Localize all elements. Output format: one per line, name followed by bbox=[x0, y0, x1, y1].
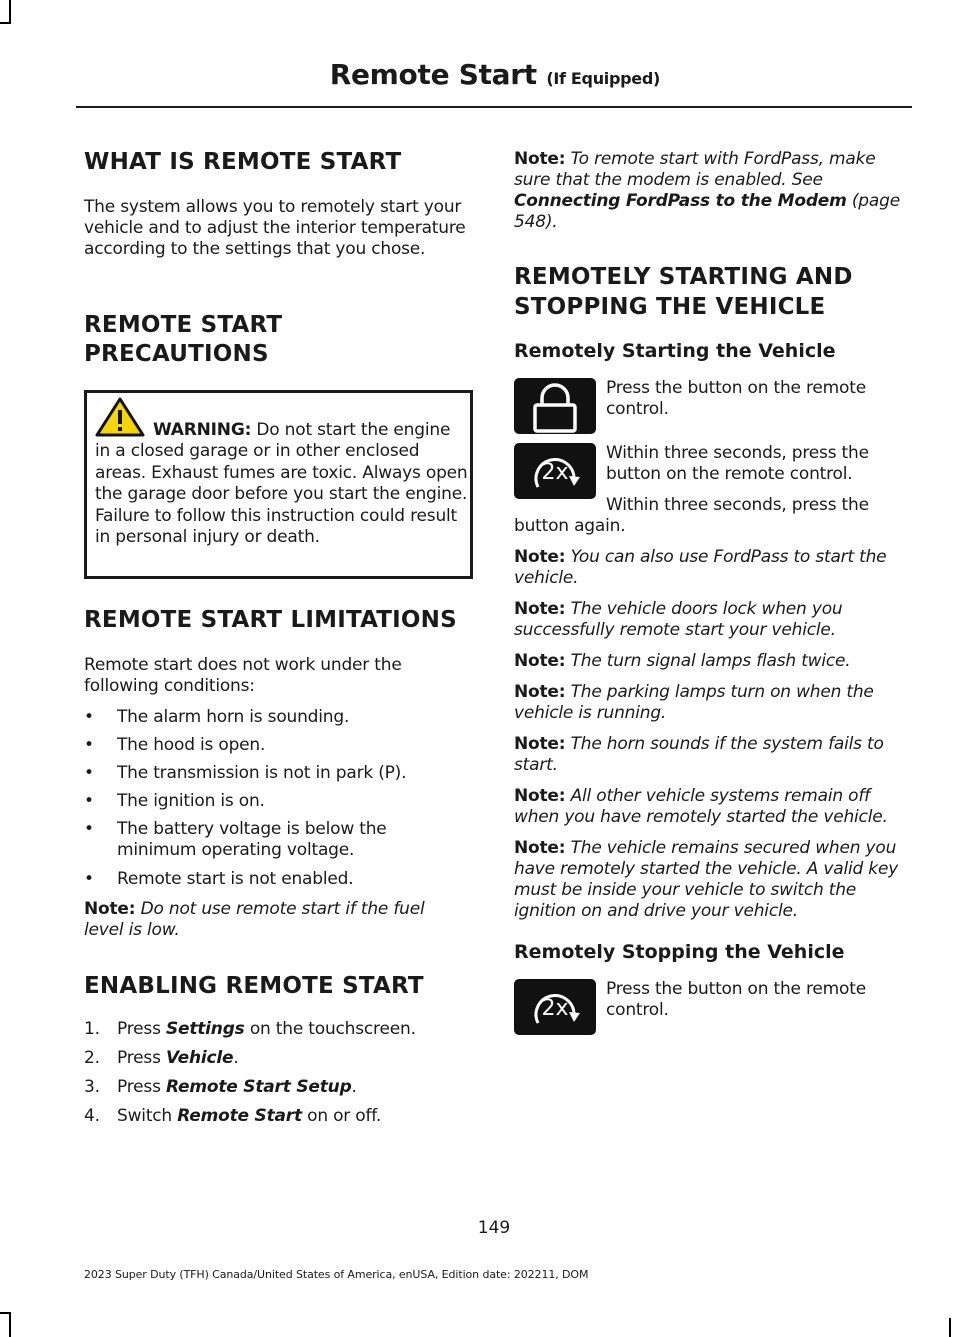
bullet-text: The hood is open. bbox=[117, 735, 266, 755]
note-text: The horn sounds if the system fails to start. bbox=[514, 734, 884, 775]
note-text: All other vehicle systems remain off when you have remotely started the vehicle. bbox=[514, 786, 888, 827]
page-header bbox=[330, 58, 660, 91]
crop-mark bbox=[0, 22, 11, 24]
warning-box bbox=[84, 390, 473, 579]
step-text: on or off. bbox=[301, 1106, 382, 1126]
step-number: 3. bbox=[84, 1077, 100, 1097]
step-emphasis: Remote Start Setup bbox=[165, 1077, 352, 1097]
remote-start-2x-icon bbox=[514, 443, 596, 499]
warning-text bbox=[95, 420, 469, 548]
note-text: The turn signal lamps flash twice. bbox=[565, 651, 851, 671]
bullet-mark: • bbox=[84, 707, 94, 727]
footer-edition: 2023 Super Duty (TFH) Canada/United States of America, enUSA, Edition date: 202211, DOM bbox=[84, 1268, 589, 1281]
note-item bbox=[514, 838, 908, 922]
step-item bbox=[84, 1077, 474, 1098]
note-label: Note: bbox=[514, 734, 566, 754]
step-text: on the touchscreen. bbox=[244, 1019, 416, 1039]
paragraph-stop-press-button: Press the button on the remote control. bbox=[606, 979, 866, 1020]
note-text: The vehicle remains secured when you have remotely started the vehicle. A valid key must be inside your vehicle to switch the ignition on and drive your vehicle. bbox=[514, 838, 899, 921]
step-emphasis: Settings bbox=[165, 1019, 245, 1039]
heading-remotely-starting-1: REMOTELY STARTING AND bbox=[514, 264, 853, 290]
step-text: Switch bbox=[117, 1106, 178, 1126]
warning-label: WARNING: bbox=[153, 420, 252, 440]
note-label: Note: bbox=[84, 899, 136, 919]
step-text: Press bbox=[117, 1019, 166, 1039]
paragraph-limitations: Remote start does not work under the following conditions: bbox=[84, 655, 402, 696]
bullet-mark: • bbox=[84, 869, 94, 889]
list-item bbox=[84, 869, 474, 890]
paragraph-press-button: Press the button on the remote control. bbox=[606, 378, 866, 419]
step-number: 2. bbox=[84, 1048, 100, 1068]
heading-precautions-1: REMOTE START bbox=[84, 312, 283, 338]
crop-mark bbox=[949, 1318, 951, 1337]
icon-2x-label: 2x bbox=[541, 996, 569, 1021]
paragraph-within-again: Within three seconds, press the button again. bbox=[514, 495, 869, 536]
warning-body: Do not start the engine in a closed garage or in other enclosed areas. Exhaust fumes are toxic. Always open the garage door before you start the engine. Failure to follow this instruction could result in personal injury or death. bbox=[95, 420, 468, 548]
step-text: . bbox=[351, 1077, 357, 1097]
note-text: You can also use FordPass to start the vehicle. bbox=[514, 547, 887, 588]
list-item bbox=[84, 707, 474, 728]
header-title: Remote Start bbox=[329, 58, 537, 91]
note-label: Note: bbox=[514, 149, 566, 169]
bullet-mark: • bbox=[84, 819, 94, 839]
note-text: To remote start with FordPass, make sure that the modem is enabled. See bbox=[514, 149, 876, 190]
heading-enabling: ENABLING REMOTE START bbox=[84, 973, 424, 999]
bullet-mark: • bbox=[84, 791, 94, 811]
step-emphasis: Remote Start bbox=[177, 1106, 302, 1126]
crop-mark bbox=[9, 1312, 11, 1337]
step-text: Press bbox=[117, 1048, 166, 1068]
note-text: Do not use remote start if the fuel level is low. bbox=[84, 899, 425, 940]
bullet-text: The battery voltage is below the minimum operating voltage. bbox=[117, 819, 387, 860]
icon-2x-label: 2x bbox=[541, 460, 569, 485]
header-subtitle: (If Equipped) bbox=[546, 69, 660, 88]
subheading-stopping: Remotely Stopping the Vehicle bbox=[514, 941, 845, 963]
note-label: Note: bbox=[514, 651, 566, 671]
step-emphasis: Vehicle bbox=[165, 1048, 234, 1068]
note-item bbox=[514, 547, 906, 589]
paragraph-within-three-seconds: Within three seconds, press the button on the remote control. bbox=[606, 443, 869, 484]
note-label: Note: bbox=[514, 599, 566, 619]
note-item bbox=[514, 786, 908, 828]
crop-mark bbox=[9, 0, 11, 24]
heading-limitations: REMOTE START LIMITATIONS bbox=[84, 607, 457, 633]
note-item bbox=[514, 682, 906, 724]
note-label: Note: bbox=[514, 838, 566, 858]
lock-icon bbox=[514, 378, 596, 434]
note-item bbox=[514, 651, 906, 672]
step-item bbox=[84, 1019, 474, 1040]
subheading-starting: Remotely Starting the Vehicle bbox=[514, 340, 836, 362]
step-text: Press bbox=[117, 1077, 166, 1097]
bullet-mark: • bbox=[84, 763, 94, 783]
note-text: The vehicle doors lock when you successfully remote start your vehicle. bbox=[514, 599, 843, 640]
step-item bbox=[84, 1106, 474, 1127]
bullet-text: Remote start is not enabled. bbox=[117, 869, 354, 889]
bullet-text: The transmission is not in park (P). bbox=[117, 763, 407, 783]
crop-mark bbox=[0, 1312, 11, 1314]
note-fuel bbox=[84, 899, 464, 941]
paragraph-what-is: The system allows you to remotely start your vehicle and to adjust the interior temperature according to the settings that you chose. bbox=[84, 197, 466, 259]
circular-arrow-icon bbox=[514, 979, 596, 1035]
note-label: Note: bbox=[514, 682, 566, 702]
note-item bbox=[514, 734, 906, 776]
note-label: Note: bbox=[514, 786, 566, 806]
step-number: 4. bbox=[84, 1106, 100, 1126]
header-rule bbox=[76, 106, 912, 108]
list-item bbox=[84, 791, 474, 812]
list-item bbox=[84, 819, 454, 861]
step-number: 1. bbox=[84, 1019, 100, 1039]
note-page-ref: (page 548). bbox=[514, 191, 900, 232]
lock-button-icon bbox=[514, 378, 596, 434]
page-number: 149 bbox=[477, 1218, 511, 1238]
bullet-text: The alarm horn is sounding. bbox=[117, 707, 350, 727]
remote-stop-2x-icon bbox=[514, 979, 596, 1035]
note-label: Note: bbox=[514, 547, 566, 567]
heading-precautions-2: PRECAUTIONS bbox=[84, 341, 269, 367]
bullet-mark: • bbox=[84, 735, 94, 755]
list-item bbox=[84, 735, 474, 756]
list-item bbox=[84, 763, 474, 784]
bullet-text: The ignition is on. bbox=[117, 791, 265, 811]
cross-reference-link[interactable]: Connecting FordPass to the Modem bbox=[514, 191, 847, 211]
heading-what-is-remote-start: WHAT IS REMOTE START bbox=[84, 149, 402, 175]
step-text: . bbox=[233, 1048, 239, 1068]
heading-remotely-starting-2: STOPPING THE VEHICLE bbox=[514, 294, 826, 320]
circular-arrow-icon bbox=[514, 443, 596, 499]
note-item bbox=[514, 599, 906, 641]
note-text: The parking lamps turn on when the vehicle is running. bbox=[514, 682, 874, 723]
step-item bbox=[84, 1048, 474, 1069]
note-fordpass bbox=[514, 149, 912, 233]
